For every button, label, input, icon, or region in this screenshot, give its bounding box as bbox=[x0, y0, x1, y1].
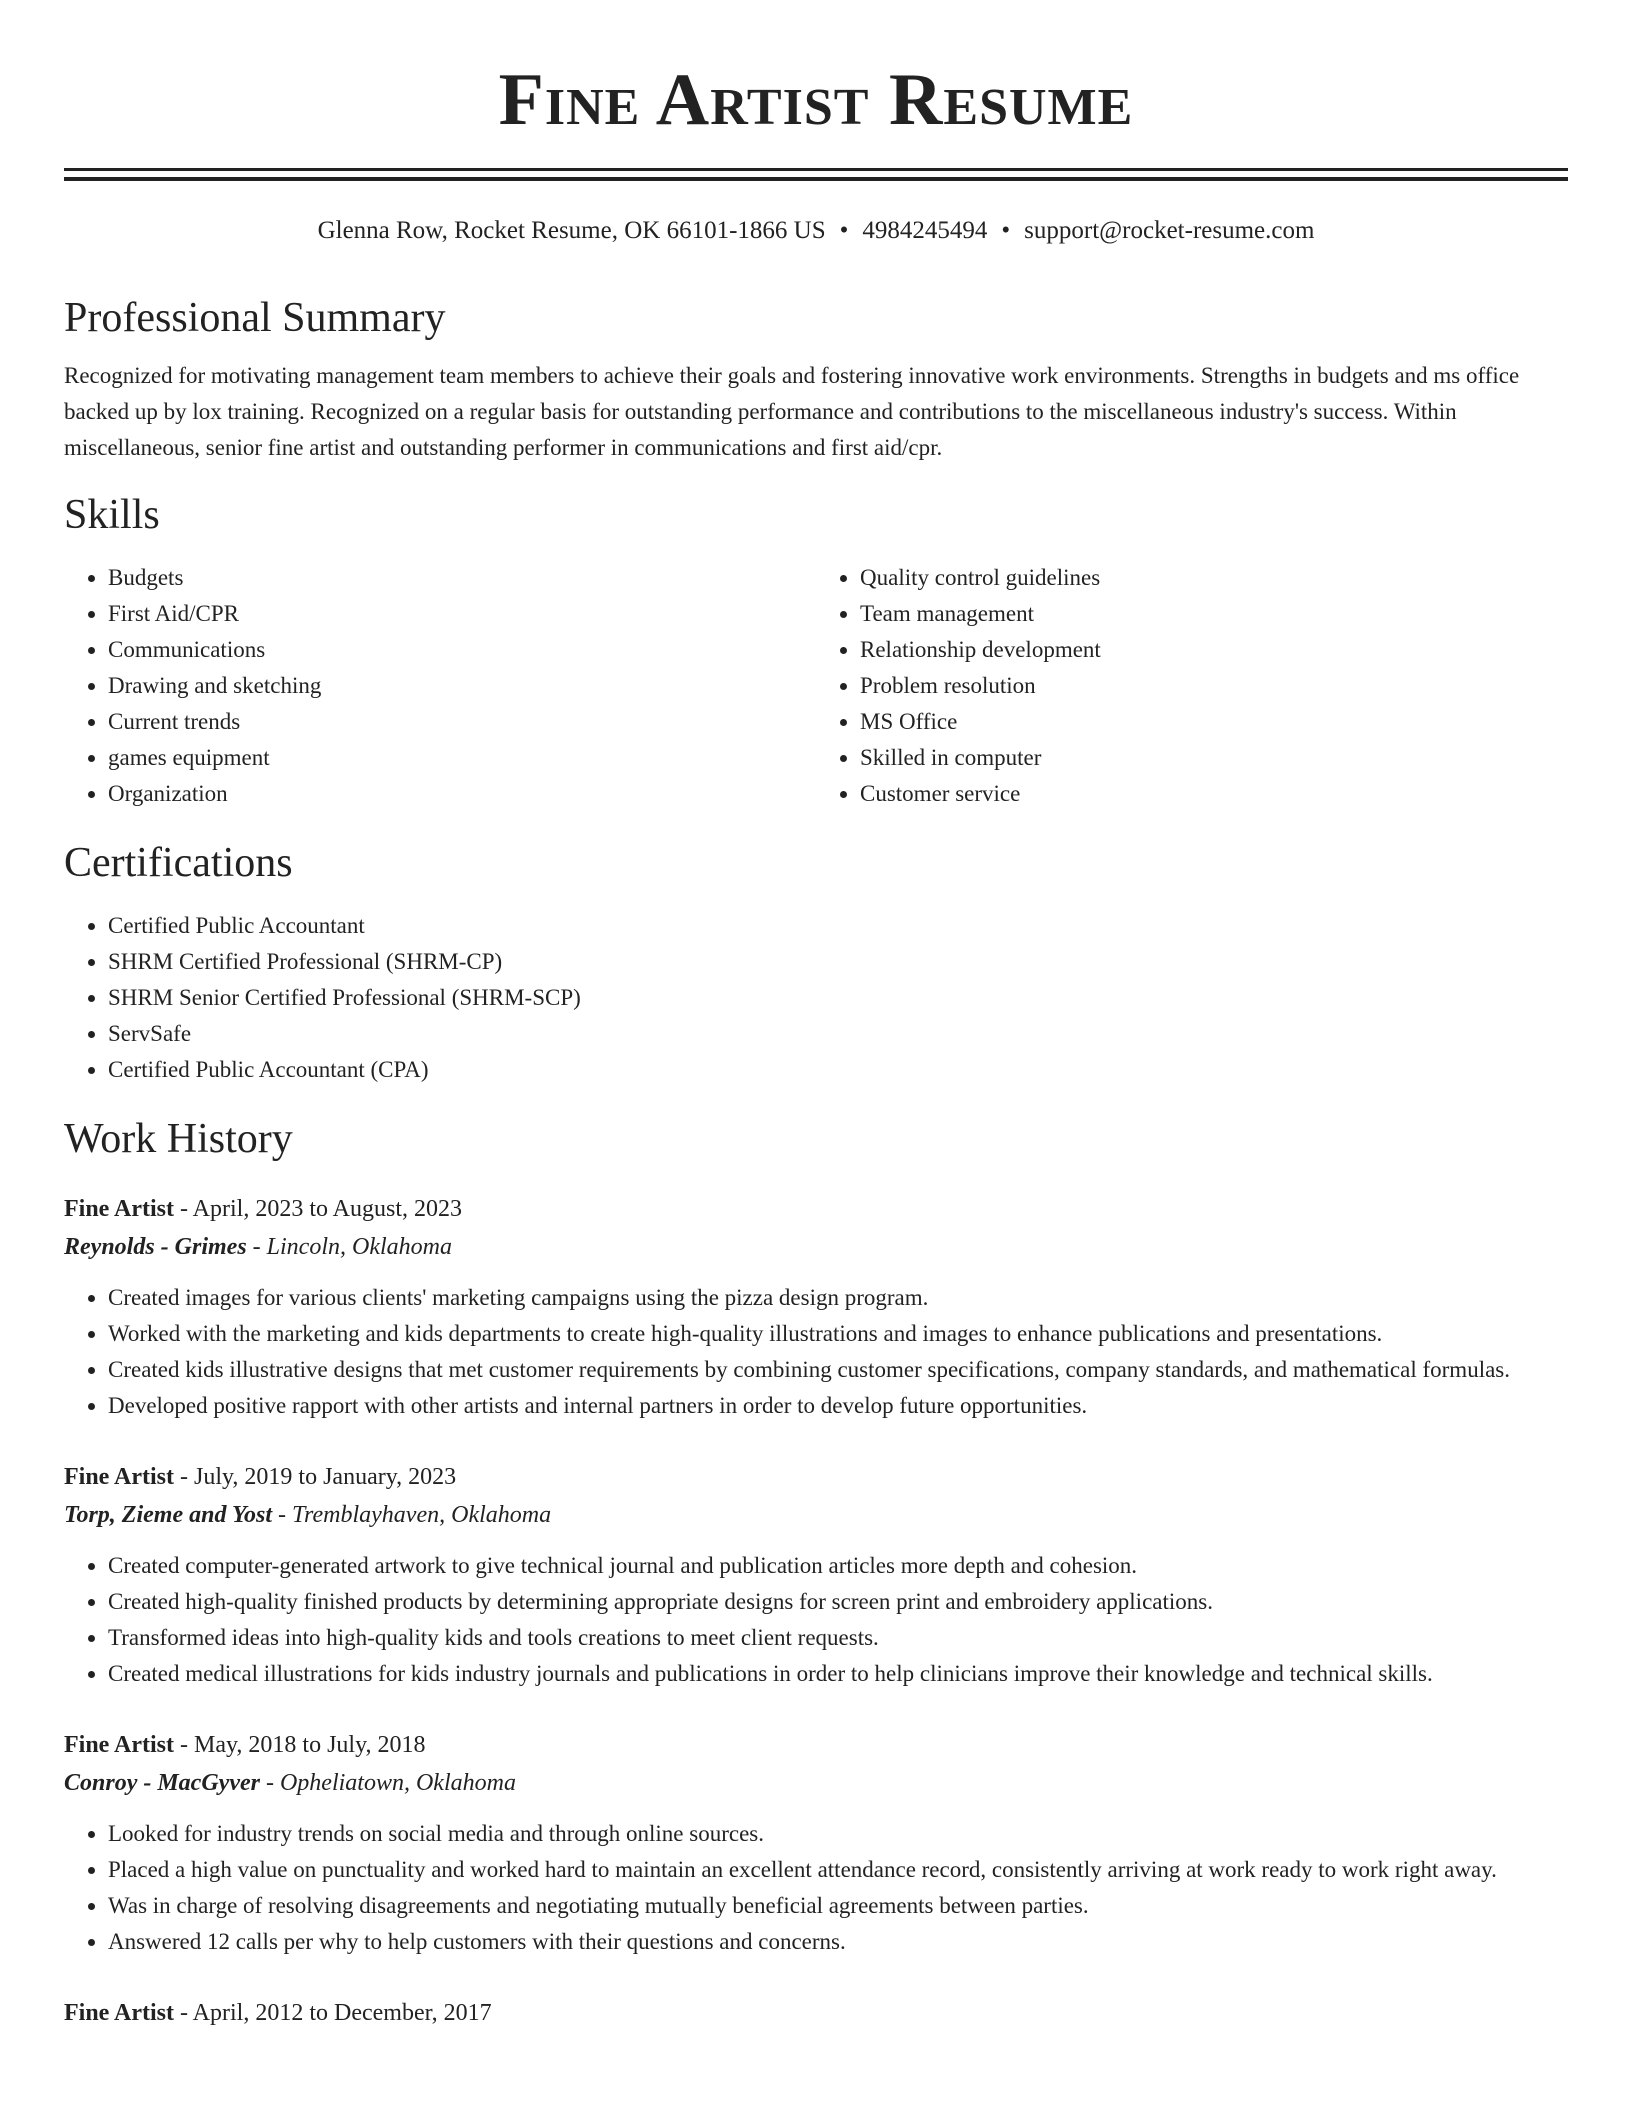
summary-heading: Professional Summary bbox=[64, 295, 446, 341]
skill-item: • Skilled in computer bbox=[860, 740, 1568, 776]
job-entry bbox=[64, 1458, 1568, 1692]
certification-item: • ServSafe bbox=[108, 1016, 1568, 1052]
job-entry bbox=[64, 1726, 1568, 1960]
job-duty-item: • Developed positive rapport with other artists and internal partners in order to develop future opportunities. bbox=[108, 1388, 1568, 1424]
certification-item: • Certified Public Accountant bbox=[108, 908, 1568, 944]
job-title: Fine Artist bbox=[64, 1196, 174, 1222]
job-header bbox=[64, 1994, 1568, 2032]
job-duty-item: • Created kids illustrative designs that met customer requirements by combining customer specifications, company standards, and mathematical formulas. bbox=[108, 1352, 1568, 1388]
job-employer bbox=[64, 1764, 1568, 1802]
job-title: Fine Artist bbox=[64, 2000, 174, 2026]
job-duty-item: • Transformed ideas into high-quality kids and tools creations to meet client requests. bbox=[108, 1620, 1568, 1656]
job-dates: - April, 2012 to December, 2017 bbox=[173, 2000, 492, 2026]
job-duties bbox=[64, 1280, 1568, 1424]
job-duty-item: • Created high-quality finished products by determining appropriate designs for screen print and embroidery applications. bbox=[108, 1584, 1568, 1620]
job-location: - Opheliatown, Oklahoma bbox=[259, 1770, 516, 1796]
contact-line bbox=[64, 215, 1568, 247]
job-company: Torp, Zieme and Yost bbox=[64, 1502, 273, 1528]
job-entry bbox=[64, 1994, 1568, 2032]
certification-item: • SHRM Certified Professional (SHRM-CP) bbox=[108, 944, 1568, 980]
skill-item: • First Aid/CPR bbox=[108, 596, 816, 632]
certification-item: • Certified Public Accountant (CPA) bbox=[108, 1052, 1568, 1088]
title-divider-top bbox=[64, 168, 1568, 171]
job-duty-item: • Was in charge of resolving disagreements and negotiating mutually beneficial agreements between parties. bbox=[108, 1888, 1568, 1924]
certifications-heading: Certifications bbox=[64, 840, 293, 886]
skills-column-right bbox=[816, 560, 1568, 812]
skill-item: • Quality control guidelines bbox=[860, 560, 1568, 596]
certifications-list bbox=[64, 908, 1568, 1088]
skills-heading: Skills bbox=[64, 492, 160, 538]
job-duties bbox=[64, 1816, 1568, 1960]
skill-item: • Organization bbox=[108, 776, 816, 812]
job-duty-item: • Placed a high value on punctuality and worked hard to maintain an excellent attendance record, consistently arriving at work ready to work right away. bbox=[108, 1852, 1568, 1888]
job-duty-item: • Looked for industry trends on social media and through online sources. bbox=[108, 1816, 1568, 1852]
job-title: Fine Artist bbox=[64, 1732, 174, 1758]
resume-title: Fine Artist Resume bbox=[498, 59, 1134, 141]
title-divider-bottom bbox=[64, 177, 1568, 181]
contact-separator: • bbox=[1001, 217, 1011, 244]
job-company: Reynolds - Grimes bbox=[64, 1234, 247, 1260]
job-dates: - April, 2023 to August, 2023 bbox=[173, 1196, 462, 1222]
job-header bbox=[64, 1458, 1568, 1496]
skill-item: • games equipment bbox=[108, 740, 816, 776]
job-location: - Tremblayhaven, Oklahoma bbox=[272, 1502, 552, 1528]
job-duty-item: • Created medical illustrations for kids industry journals and publications in order to help clinicians improve their knowledge and technical skills. bbox=[108, 1656, 1568, 1692]
job-title: Fine Artist bbox=[64, 1464, 174, 1490]
skills-column-left bbox=[64, 560, 816, 812]
job-duty-item: • Created images for various clients' marketing campaigns using the pizza design program. bbox=[108, 1280, 1568, 1316]
job-company: Conroy - MacGyver bbox=[64, 1770, 260, 1796]
skill-item: • Communications bbox=[108, 632, 816, 668]
contact-address: Glenna Row, Rocket Resume, OK 66101-1866 US bbox=[317, 217, 826, 244]
job-dates: - May, 2018 to July, 2018 bbox=[173, 1732, 426, 1758]
job-dates: - July, 2019 to January, 2023 bbox=[173, 1464, 457, 1490]
job-location: - Lincoln, Oklahoma bbox=[246, 1234, 452, 1260]
summary-text: Recognized for motivating management team members to achieve their goals and fostering innovative work environments. Strengths in budgets and ms office backed up by lox training. Recognized on a regular basis for outstanding performance and contributions to the miscellaneous industry's success. Within miscellaneous, senior fine artist and outstanding performer in communications and first aid/cpr. bbox=[64, 363, 1520, 460]
work-history-heading: Work History bbox=[64, 1116, 293, 1162]
skill-item: • Drawing and sketching bbox=[108, 668, 816, 704]
job-duty-item: • Worked with the marketing and kids departments to create high-quality illustrations and images to enhance publications and presentations. bbox=[108, 1316, 1568, 1352]
skill-item: • Current trends bbox=[108, 704, 816, 740]
job-duties bbox=[64, 1548, 1568, 1692]
job-header bbox=[64, 1726, 1568, 1764]
contact-email: support@rocket-resume.com bbox=[1024, 217, 1315, 244]
job-entry bbox=[64, 1190, 1568, 1424]
skill-item: • Budgets bbox=[108, 560, 816, 596]
job-header bbox=[64, 1190, 1568, 1228]
skill-item: • Relationship development bbox=[860, 632, 1568, 668]
skill-item: • Team management bbox=[860, 596, 1568, 632]
contact-separator: • bbox=[839, 217, 849, 244]
job-duty-item: • Answered 12 calls per why to help customers with their questions and concerns. bbox=[108, 1924, 1568, 1960]
certification-item: • SHRM Senior Certified Professional (SHRM-SCP) bbox=[108, 980, 1568, 1016]
job-employer bbox=[64, 1496, 1568, 1534]
skill-item: • MS Office bbox=[860, 704, 1568, 740]
skills-list bbox=[64, 560, 1568, 812]
job-duty-item: • Created computer-generated artwork to give technical journal and publication articles more depth and cohesion. bbox=[108, 1548, 1568, 1584]
skill-item: • Problem resolution bbox=[860, 668, 1568, 704]
skill-item: • Customer service bbox=[860, 776, 1568, 812]
job-employer bbox=[64, 1228, 1568, 1266]
contact-phone: 4984245494 bbox=[862, 217, 988, 244]
